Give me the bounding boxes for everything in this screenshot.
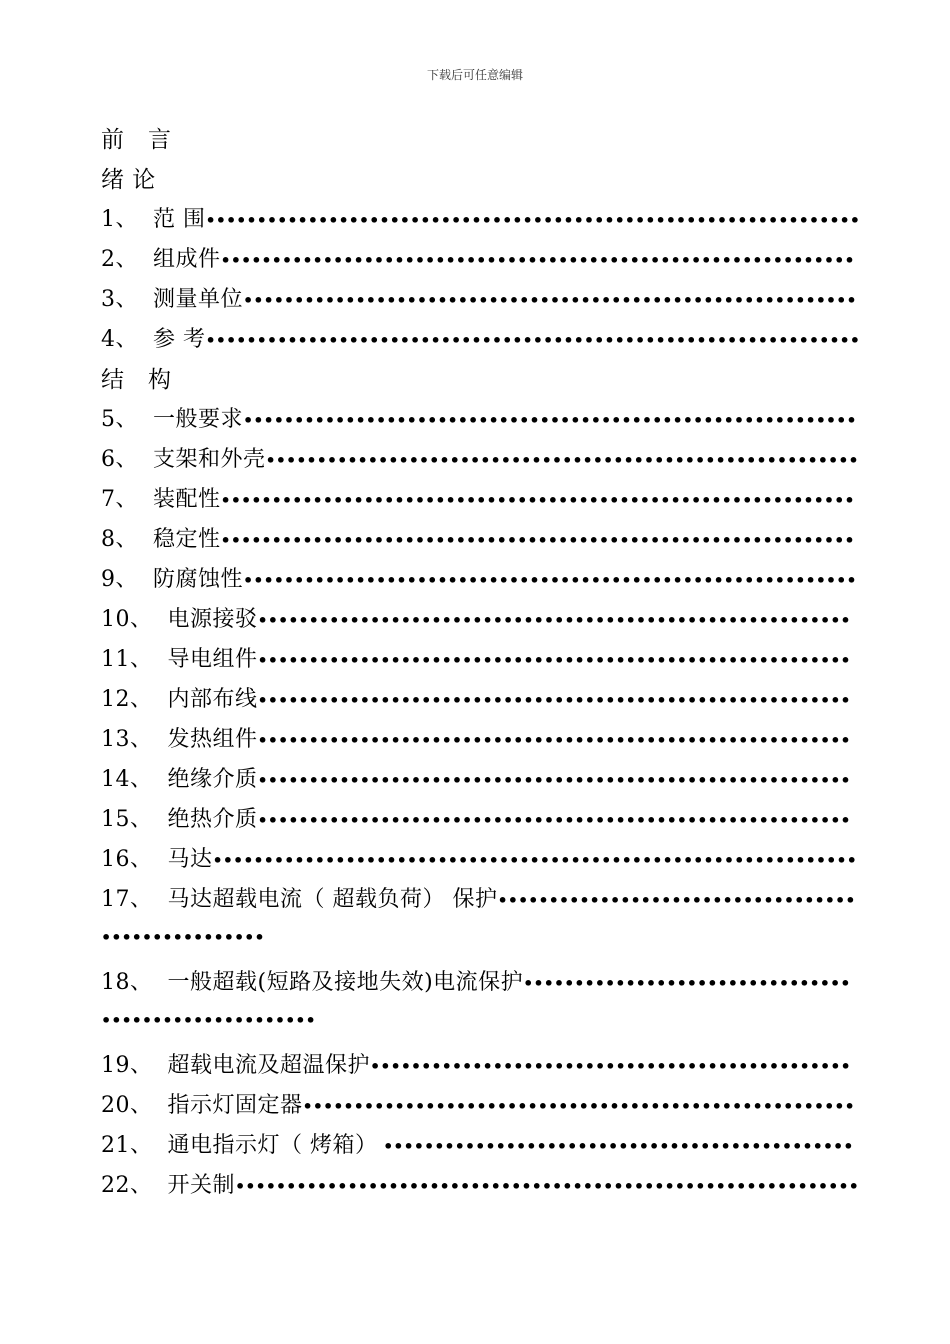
toc-entry-title: 稳定性 xyxy=(153,527,221,552)
toc-entry-leader-dots: •••••••••••••••••••••••••••••••••••••••••••••••••••••••••• xyxy=(257,811,851,830)
toc-entry-gap xyxy=(138,327,153,352)
toc-entry-gap xyxy=(138,447,153,472)
toc-entry-gap xyxy=(138,567,153,592)
toc-entry-gap xyxy=(153,887,168,912)
toc-entry-title: 绝热介质 xyxy=(167,807,258,832)
toc-entry-leader-dots: ••••••••••••••••••••••••••••••••••••••••••••••••••••••••••••• xyxy=(235,1177,859,1196)
toc-entry-leader-dots: •••••••••••••••••••••••••••••••• xyxy=(523,974,851,993)
toc-entry-number: 16、 xyxy=(101,847,153,872)
toc-entry[interactable] xyxy=(101,880,881,923)
toc-entry-leader-dots: •••••••••••••••••••••••••••••••••••••••••••••••••••••••••••• xyxy=(243,571,857,590)
toc-entry-number: 13、 xyxy=(101,727,153,752)
toc-entry[interactable] xyxy=(101,520,881,560)
toc-entry-gap xyxy=(153,1173,168,1198)
toc-entry-gap xyxy=(138,207,153,232)
toc-entry-number: 6、 xyxy=(101,447,138,472)
toc-entry-leader-dots: ••••••••••••••••••••••••••••••••••••••••••••••• xyxy=(370,1057,851,1076)
toc-entry-title: 组成件 xyxy=(153,247,221,272)
toc-entry-number: 19、 xyxy=(101,1053,153,1078)
toc-entry-number: 8、 xyxy=(101,527,138,552)
toc-entry-leader-dots: •••••••••••••••••••••••••••••••••••••••••••••••••••••••••••••••• xyxy=(205,331,860,350)
toc-entry[interactable] xyxy=(101,840,881,880)
toc-entry-leader-dots: ••••••••••••••••••••••••••••••••••••••••••••••••••••••••••••••• xyxy=(212,851,857,870)
toc-entry[interactable] xyxy=(101,200,881,240)
toc-entry-number: 22、 xyxy=(101,1173,153,1198)
toc-entry-gap xyxy=(138,247,153,272)
toc-entry-title: 通电指示灯（ 烤箱） xyxy=(167,1133,378,1158)
toc-entry[interactable] xyxy=(101,760,881,800)
toc-entry-gap xyxy=(153,1133,168,1158)
toc-entry-title: 一般超载(短路及接地失效)电流保护 xyxy=(167,970,524,995)
toc-entry-title: 支架和外壳 xyxy=(153,447,266,472)
toc-entry-gap xyxy=(138,407,153,432)
toc-entry-number: 2、 xyxy=(101,247,138,272)
toc-entry[interactable] xyxy=(101,1046,881,1086)
toc-entry-number: 12、 xyxy=(101,687,153,712)
toc-entry-number: 3、 xyxy=(101,287,138,312)
toc-entry-gap xyxy=(153,727,168,752)
toc-entry[interactable] xyxy=(101,440,881,480)
toc-entry[interactable] xyxy=(101,1086,881,1126)
table-of-contents xyxy=(101,120,881,1206)
toc-entry-title: 发热组件 xyxy=(167,727,258,752)
toc-entry-title: 导电组件 xyxy=(167,647,258,672)
toc-entry-title: 电源接驳 xyxy=(167,607,258,632)
toc-entry-title: 参 考 xyxy=(153,327,206,352)
toc-entry[interactable] xyxy=(101,600,881,640)
toc-entry-title: 内部布线 xyxy=(167,687,258,712)
toc-entry-leader-dots: •••••••••••••••••••••••••••••••••••••••••••••••••••••••••••••• xyxy=(220,531,855,550)
toc-entry[interactable] xyxy=(101,640,881,680)
toc-entry-number: 18、 xyxy=(101,970,153,995)
toc-entry-leader-dots: •••••••••••••••••••••••••••••••••••••••••••••••••••••••••• xyxy=(257,651,851,670)
toc-entry-gap xyxy=(153,970,168,995)
toc-entry-gap xyxy=(153,767,168,792)
toc-entry-number: 17、 xyxy=(101,887,153,912)
toc-entry-leader-dots: •••••••••••••••••••••••••••••••••••••••••••••••••••••• xyxy=(302,1097,855,1116)
toc-entry-leader-dots: •••••••••••••••••••••••••••••••••••••••••••••••••••••••••• xyxy=(265,451,859,470)
toc-entry-title: 范 围 xyxy=(153,207,206,232)
toc-entry[interactable] xyxy=(101,1126,881,1166)
toc-entry[interactable] xyxy=(101,680,881,720)
toc-entry-number: 14、 xyxy=(101,767,153,792)
toc-entry-number: 9、 xyxy=(101,567,138,592)
toc-entry-title: 开关制 xyxy=(167,1173,236,1198)
toc-entry-leader-dots: •••••••••••••••••••••••••••••••••••••••••••••••••••••••••• xyxy=(257,691,851,710)
toc-entry-leader-dots: •••••••••••••••••••••••••••••••••••••••••••••••••••••••••••••••• xyxy=(205,211,860,230)
toc-entry[interactable] xyxy=(101,320,881,360)
toc-entry[interactable] xyxy=(101,1166,881,1206)
toc-entry-gap xyxy=(138,527,153,552)
toc-entry-gap xyxy=(138,287,153,312)
toc-section-heading: 前 言 xyxy=(101,127,172,153)
toc-entry[interactable] xyxy=(101,963,881,1006)
toc-entry-title: 马达 xyxy=(167,847,213,872)
toc-entry-number: 5、 xyxy=(101,407,138,432)
toc-entry-number: 10、 xyxy=(101,607,153,632)
toc-entry-title: 测量单位 xyxy=(153,287,244,312)
toc-entry-number: 7、 xyxy=(101,487,138,512)
toc-section-heading: 绪 论 xyxy=(101,167,156,193)
toc-section-heading: 结 构 xyxy=(101,367,172,393)
toc-entry-gap xyxy=(153,687,168,712)
toc-entry-leader-dots: ••••••••••••••••••••••••••••••••••• xyxy=(497,891,856,910)
toc-entry-title: 装配性 xyxy=(153,487,221,512)
toc-entry-title: 一般要求 xyxy=(153,407,244,432)
toc-entry-gap xyxy=(153,807,168,832)
toc-entry-title: 超载电流及超温保护 xyxy=(167,1053,371,1078)
toc-entry-gap xyxy=(153,607,168,632)
toc-entry-number: 20、 xyxy=(101,1093,153,1118)
toc-entry-leader-dots: •••••••••••••••••••••••••••••••••••••••••••••••••••••••••••• xyxy=(243,411,857,430)
toc-entry-gap xyxy=(153,1093,168,1118)
toc-entry-gap xyxy=(153,647,168,672)
toc-entry-leader-dots: ••••••••••••••••••••• xyxy=(101,1011,316,1030)
toc-entry-leader-dots: •••••••••••••••••••••••••••••••••••••••••••••••••••••••••• xyxy=(257,731,851,750)
toc-entry-leader-dots: •••••••••••••••••••••••••••••••••••••••••••••••••••••••••••• xyxy=(243,291,857,310)
toc-entry-number: 15、 xyxy=(101,807,153,832)
toc-entry-title: 指示灯固定器 xyxy=(167,1093,303,1118)
toc-entry[interactable] xyxy=(101,560,881,600)
toc-entry-gap xyxy=(153,1053,168,1078)
toc-entry-continuation xyxy=(101,923,881,963)
toc-entry[interactable] xyxy=(101,400,881,440)
toc-entry[interactable] xyxy=(101,480,881,520)
toc-entry-number: 4、 xyxy=(101,327,138,352)
toc-entry-title: 防腐蚀性 xyxy=(153,567,244,592)
toc-entry-leader-dots: •••••••••••••••••••••••••••••••••••••••••••••••••••••••••••••• xyxy=(220,251,855,270)
toc-entry-leader-dots: •••••••••••••••••••••••••••••••••••••••••••••• xyxy=(377,1137,854,1156)
toc-entry-leader-dots: •••••••••••••••••••••••••••••••••••••••••••••••••••••••••• xyxy=(257,611,851,630)
toc-entry-gap xyxy=(153,847,168,872)
toc-entry-leader-dots: •••••••••••••••••••••••••••••••••••••••••••••••••••••••••• xyxy=(257,771,851,790)
toc-entry-leader-dots: •••••••••••••••• xyxy=(101,928,265,947)
toc-entry-number: 1、 xyxy=(101,207,138,232)
toc-entry[interactable] xyxy=(101,240,881,280)
toc-entry-continuation xyxy=(101,1006,881,1046)
toc-entry-gap xyxy=(138,487,153,512)
toc-entry-number: 11、 xyxy=(101,647,153,672)
toc-entry[interactable] xyxy=(101,720,881,760)
toc-entry[interactable] xyxy=(101,800,881,840)
toc-entry-number: 21、 xyxy=(101,1133,153,1158)
toc-entry-title: 绝缘介质 xyxy=(167,767,258,792)
toc-entry-title: 马达超载电流（ 超载负荷） 保护 xyxy=(167,887,498,912)
toc-entry[interactable] xyxy=(101,280,881,320)
toc-entry-leader-dots: •••••••••••••••••••••••••••••••••••••••••••••••••••••••••••••• xyxy=(220,491,855,510)
page-header: 下载后可任意编辑 xyxy=(426,68,523,82)
